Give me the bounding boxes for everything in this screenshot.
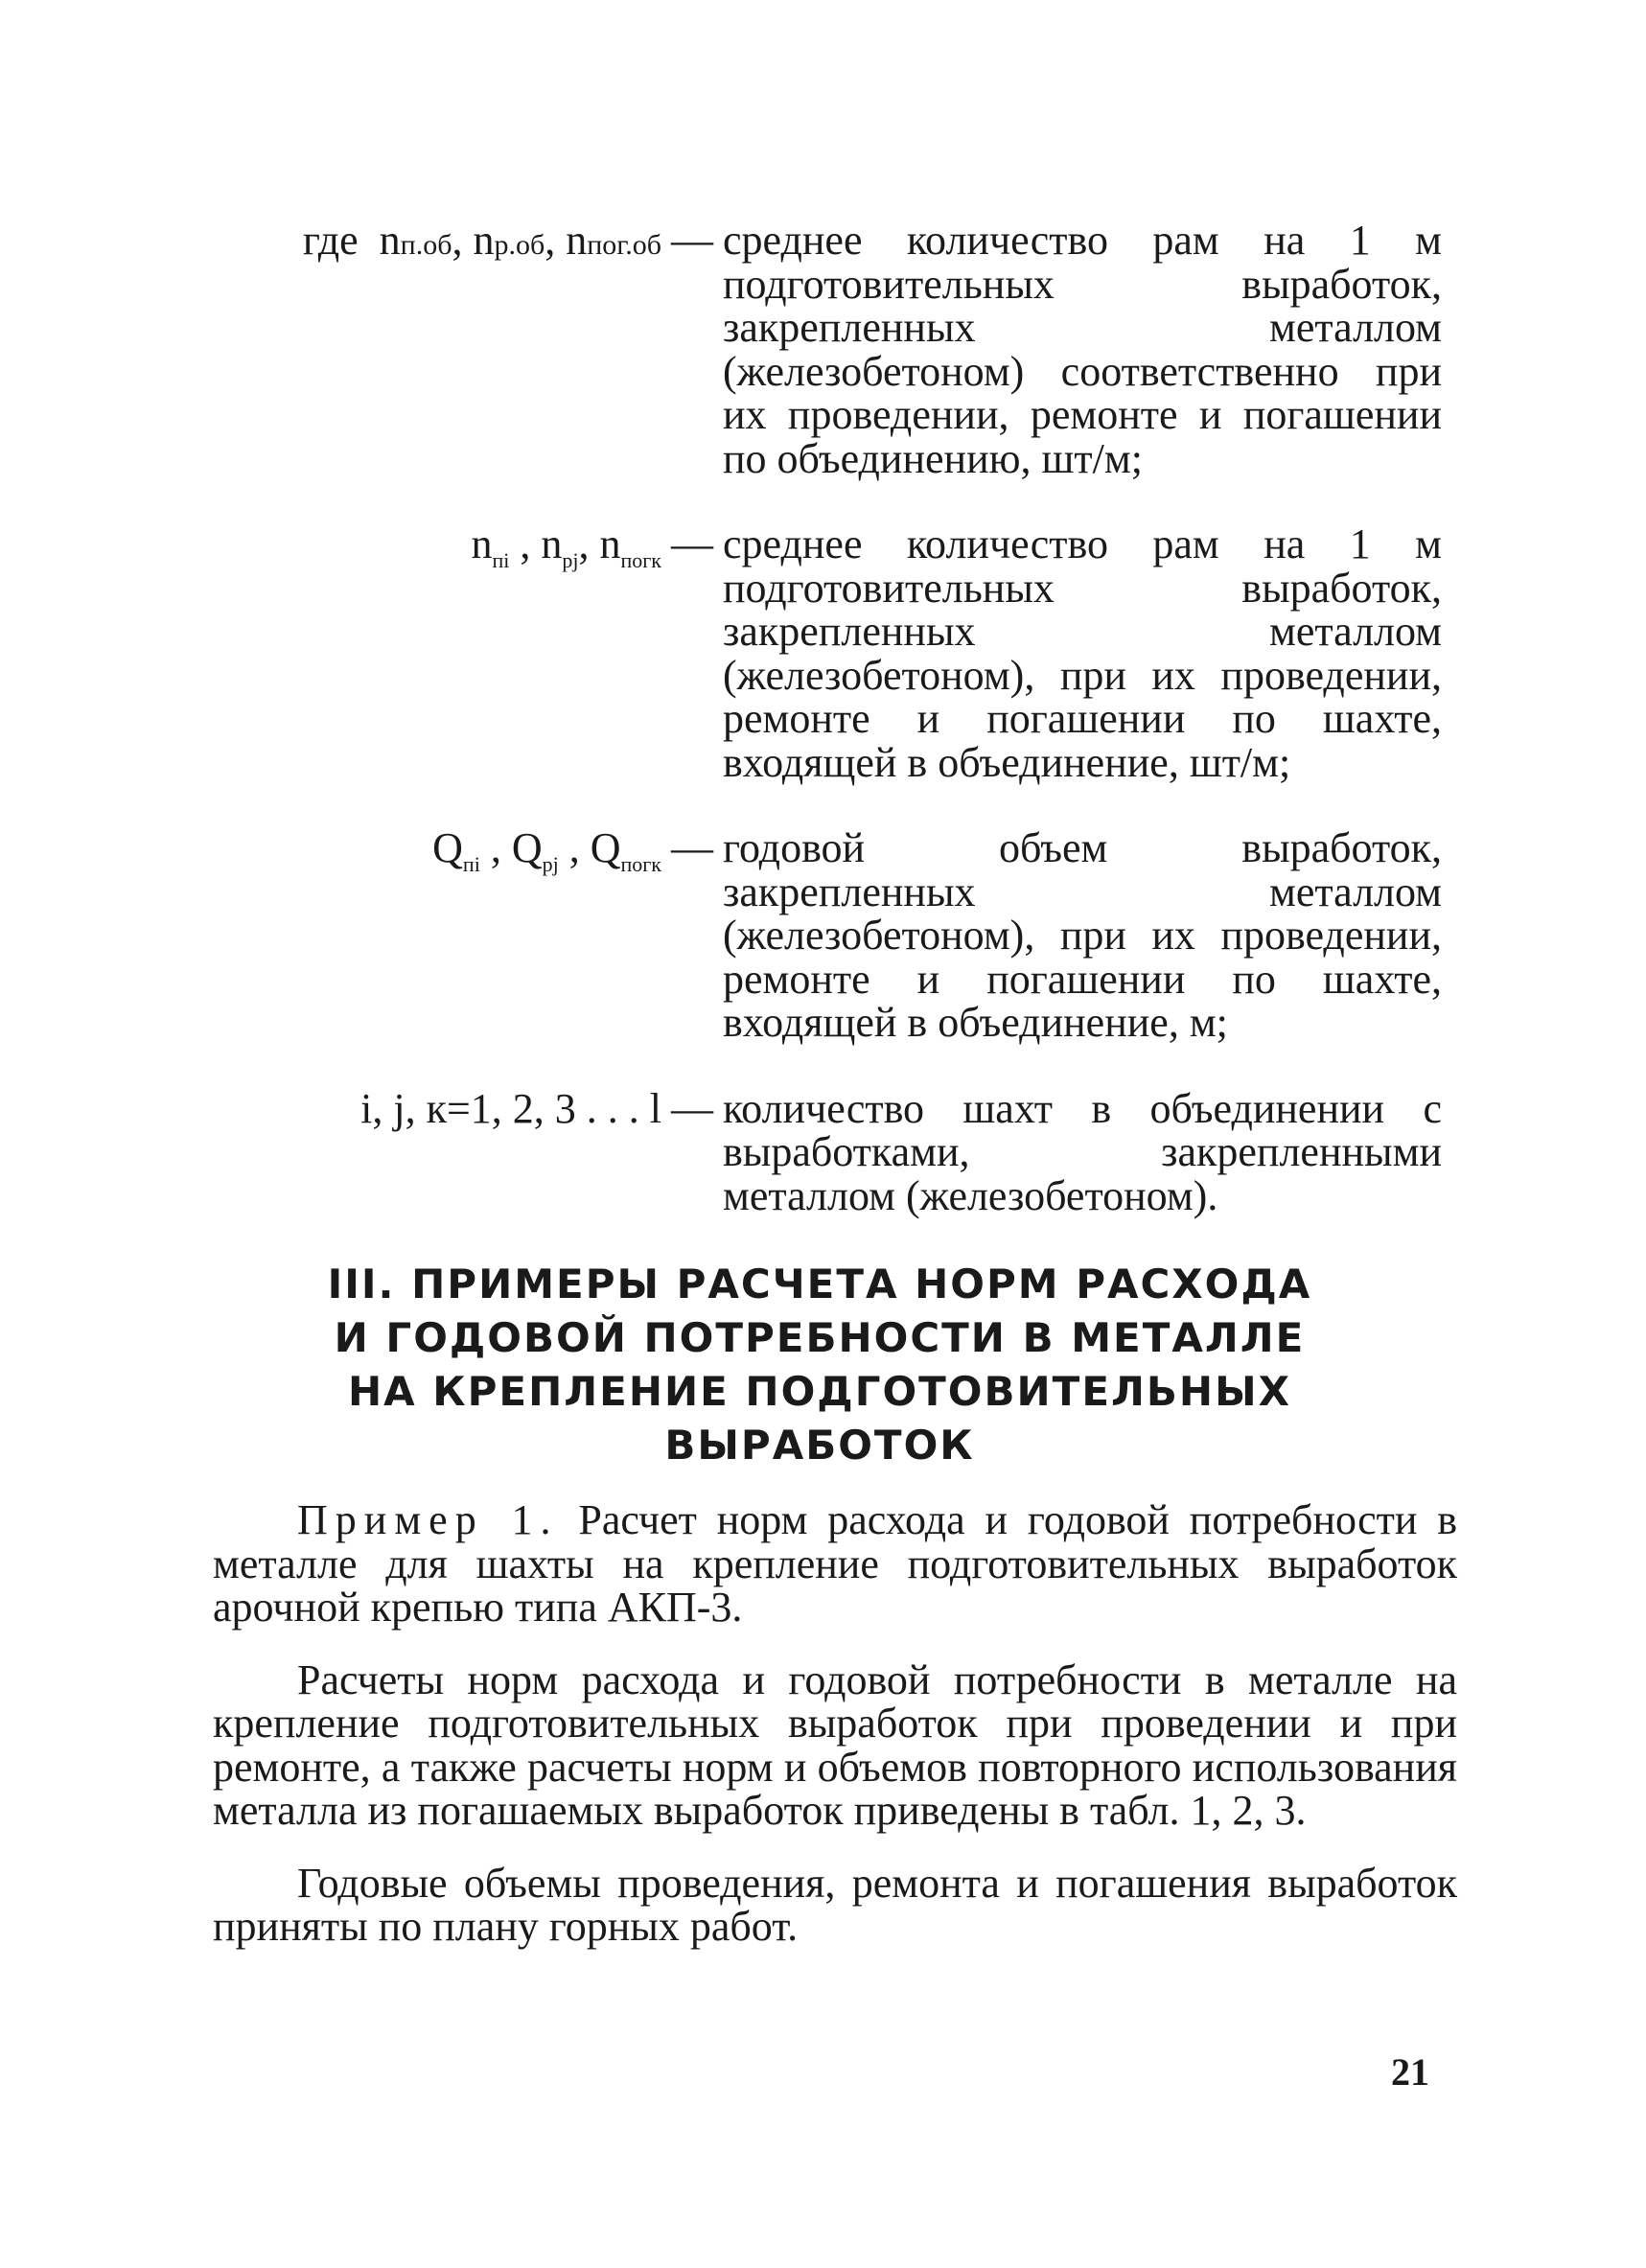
definition-item (211, 1084, 1457, 1219)
paragraph (213, 1859, 1457, 1950)
term-subscript: погк (620, 548, 661, 572)
term-symbol: n (473, 217, 495, 264)
definition-term: где nп.об, nр.об, nпог.об (302, 217, 661, 264)
heading-line: НА КРЕПЛЕНИЕ ПОДГОТОВИТЕЛЬНЫХ (348, 1368, 1291, 1415)
heading-line: III. ПРИМЕРЫ РАСЧЕТА НОРМ РАСХОДА (327, 1261, 1312, 1308)
term-subscript: п.об (400, 229, 452, 261)
page-number: 21 (1391, 2050, 1429, 2094)
term-subscript: рj (562, 548, 579, 572)
heading-line: И ГОДОВОЙ ПОТРЕБНОСТИ В МЕТАЛЛЕ (334, 1314, 1306, 1361)
paragraph-text: Годовые объемы проведения, ремонта и погашения выработок приняты по плану горных работ. (213, 1859, 1457, 1950)
definition-item (211, 826, 1457, 1045)
definitions-list (211, 219, 1457, 1217)
term-subscript: рj (542, 852, 559, 876)
example-label: Пример 1. (297, 1496, 559, 1543)
dash: — (671, 521, 713, 567)
dash: — (671, 217, 713, 264)
term-symbol: n (471, 521, 493, 567)
term-subscript: пi (462, 852, 480, 876)
definition-item (211, 522, 1457, 784)
body-text (213, 1498, 1457, 1949)
term-subscript: р.об (494, 229, 545, 261)
where-word: где (302, 217, 359, 264)
definition-term: i, j, к=1, 2, 3 . . . l (360, 1084, 661, 1132)
definition-term: $Q_{пi}$ , $Q_{рj}$ , $Q_{погк}$ (432, 824, 661, 876)
paragraph-text: Расчеты норм расхода и годовой потребности в металле на крепление подготовительных выработок при проведении и при ремонте, а также расчеты норм и объемов повторного использования металла из погашаемых выработок приведены в табл. 1, 2, 3. (213, 1655, 1457, 1834)
term-subscript: пi (492, 548, 510, 572)
heading-line: ВЫРАБОТОК (664, 1422, 975, 1469)
dash: — (671, 1084, 713, 1132)
paragraph (213, 1498, 1457, 1630)
term-symbol: n (541, 521, 563, 567)
definition-text: среднее количество рам на 1 м подготовительных выработок, закрепленных металлом (железобетоном), при их проведении, ремонте и погашении по шахте, входящей в объединение, шт/м; (723, 521, 1442, 786)
term-symbol: n (379, 217, 401, 264)
paragraph (213, 1655, 1457, 1834)
definition-item (211, 219, 1457, 480)
definition-term: $n_{пi}$ , $n_{рj}$, $n_{погк}$ (471, 521, 661, 572)
term-symbol: n (566, 217, 588, 264)
term-symbol: Q (432, 824, 463, 871)
section-heading (288, 1258, 1352, 1472)
dash: — (671, 824, 713, 871)
term-subscript: погк (620, 852, 661, 876)
definition-text: среднее количество рам на 1 м подготовительных выработок, закрепленных металлом (железобетоном) соответственно при их проведении, ремонте и погашении по объединению, шт/м; (723, 217, 1442, 482)
term-subscript: пог.об (587, 229, 661, 261)
term-symbol: Q (590, 824, 621, 871)
definition-text: годовой объем выработок, закрепленных металлом (железобетоном), при их проведении, ремонте и погашении по шахте, входящей в объединение, м; (723, 824, 1442, 1046)
term-symbol: Q (511, 824, 543, 871)
term-symbol: n (599, 521, 621, 567)
paragraph-text: Расчет норм расхода и годовой потребности в металле для шахты на крепление подготовительных выработок арочной крепью типа АКП-3. (213, 1496, 1457, 1631)
definition-text: количество шахт в объединении с выработками, закрепленными металлом (железобетоном). (723, 1084, 1442, 1219)
